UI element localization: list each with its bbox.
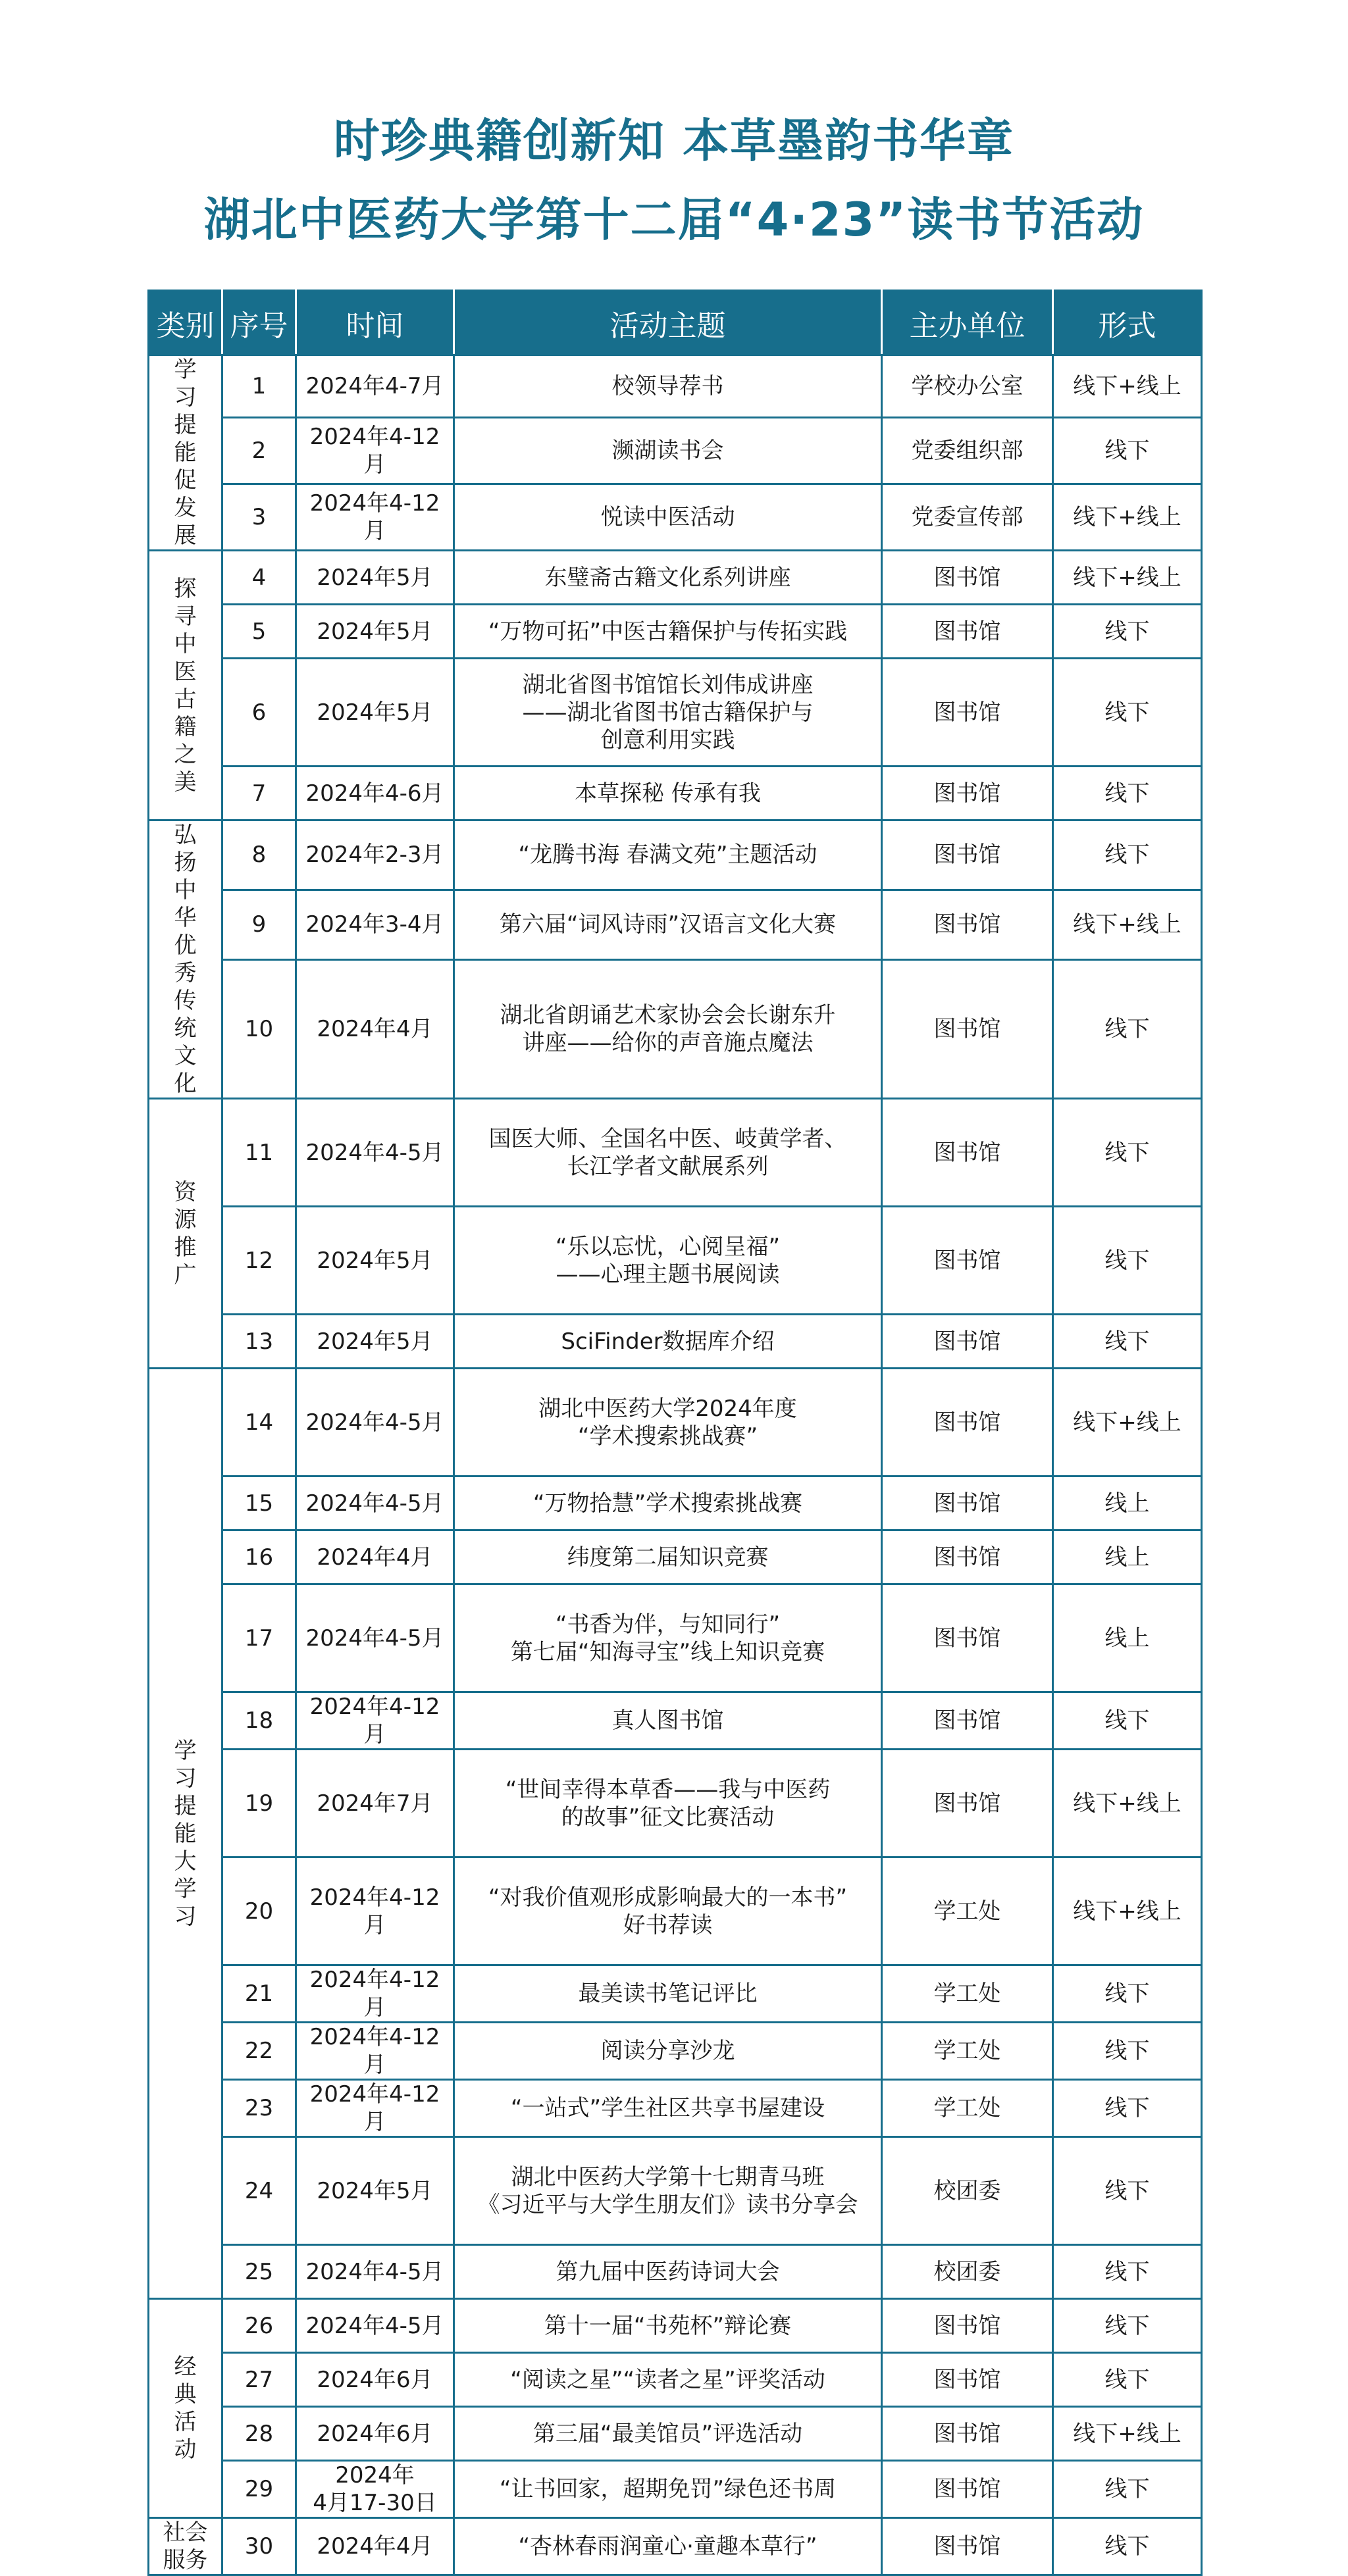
format-cell: 线下: [1053, 2080, 1202, 2137]
topic-cell: SciFinder数据库介绍: [454, 1315, 882, 1369]
index-cell: 10: [222, 959, 296, 1099]
table-row: [149, 2299, 1202, 2353]
index-cell: 15: [222, 1477, 296, 1530]
organizer-cell: 图书馆: [882, 821, 1053, 890]
organizer-cell: 学工处: [882, 2023, 1053, 2080]
topic-cell: “让书回家，超期免罚”绿色还书周: [454, 2461, 882, 2518]
time-cell: 2024年4-12月: [296, 1692, 454, 1750]
index-cell: 9: [222, 890, 296, 959]
topic-cell: 湖北省朗诵艺术家协会会长谢东升 讲座——给你的声音施点魔法: [454, 959, 882, 1099]
topic-cell: 濒湖读书会: [454, 418, 882, 484]
index-cell: 23: [222, 2080, 296, 2137]
organizer-cell: 图书馆: [882, 1099, 1053, 1207]
table-row: [149, 1857, 1202, 1965]
format-cell: 线下+线上: [1053, 890, 1202, 959]
time-cell: 2024年4-5月: [296, 1584, 454, 1692]
category-label: 资源推广: [174, 1178, 197, 1288]
index-cell: 16: [222, 1530, 296, 1584]
index-cell: 13: [222, 1315, 296, 1369]
organizer-cell: 校团委: [882, 2137, 1053, 2245]
organizer-cell: 图书馆: [882, 1477, 1053, 1530]
category-cell: [149, 1099, 222, 1369]
topic-cell: “一站式”学生社区共享书屋建设: [454, 2080, 882, 2137]
time-cell: 2024年5月: [296, 1315, 454, 1369]
category-cell: [149, 1369, 222, 2299]
category-label: 学习提能大学习: [174, 1737, 197, 1930]
table-row: [149, 2353, 1202, 2407]
organizer-cell: 图书馆: [882, 2461, 1053, 2518]
topic-cell: 第十一届“书苑杯”辩论赛: [454, 2299, 882, 2353]
topic-cell: 阅读分享沙龙: [454, 2023, 882, 2080]
header-index: 序号: [222, 291, 296, 355]
time-cell: 2024年4月: [296, 959, 454, 1099]
category-label: 弘扬中华优秀传统文化: [174, 822, 197, 1097]
time-cell: 2024年4-5月: [296, 2299, 454, 2353]
time-cell: 2024年4-12月: [296, 484, 454, 551]
table-row: [149, 355, 1202, 418]
topic-cell: “龙腾书海 春满文苑”主题活动: [454, 821, 882, 890]
index-cell: 2: [222, 418, 296, 484]
format-cell: 线下: [1053, 2137, 1202, 2245]
organizer-cell: 图书馆: [882, 2353, 1053, 2407]
poster-title: [0, 111, 1348, 250]
table-row: [149, 821, 1202, 890]
topic-cell: “乐以忘忧，心阅呈福” ——心理主题书展阅读: [454, 1207, 882, 1315]
format-cell: 线下: [1053, 2299, 1202, 2353]
format-cell: 线下+线上: [1053, 2407, 1202, 2461]
topic-cell: 本草探秘 传承有我: [454, 767, 882, 821]
format-cell: 线下+线上: [1053, 551, 1202, 605]
topic-cell: “世间幸得本草香——我与中医药 的故事”征文比赛活动: [454, 1750, 882, 1857]
time-cell: 2024年5月: [296, 551, 454, 605]
time-cell: 2024年4-12月: [296, 2080, 454, 2137]
format-cell: 线下+线上: [1053, 355, 1202, 418]
category-label: 学习提能促发展: [174, 357, 197, 549]
activity-table: [147, 290, 1203, 2576]
index-cell: 11: [222, 1099, 296, 1207]
topic-cell: 悦读中医活动: [454, 484, 882, 551]
table-row: [149, 1965, 1202, 2023]
format-cell: 线下: [1053, 1692, 1202, 1750]
table-row: [149, 2023, 1202, 2080]
topic-cell: 第三届“最美馆员”评选活动: [454, 2407, 882, 2461]
topic-cell: “对我价值观形成影响最大的一本书” 好书荐读: [454, 1857, 882, 1965]
category-cell: [149, 355, 222, 551]
organizer-cell: 学工处: [882, 2080, 1053, 2137]
topic-cell: 校领导荐书: [454, 355, 882, 418]
index-cell: 20: [222, 1857, 296, 1965]
format-cell: 线下+线上: [1053, 1750, 1202, 1857]
time-cell: 2024年4月: [296, 1530, 454, 1584]
organizer-cell: 学校办公室: [882, 355, 1053, 418]
organizer-cell: 图书馆: [882, 1369, 1053, 1477]
organizer-cell: 图书馆: [882, 959, 1053, 1099]
category-cell: [149, 551, 222, 821]
format-cell: 线下: [1053, 959, 1202, 1099]
table-row: [149, 2461, 1202, 2518]
time-cell: 2024年6月: [296, 2353, 454, 2407]
index-cell: 12: [222, 1207, 296, 1315]
format-cell: 线下: [1053, 2353, 1202, 2407]
time-cell: 2024年7月: [296, 1750, 454, 1857]
index-cell: 24: [222, 2137, 296, 2245]
time-cell: 2024年5月: [296, 659, 454, 767]
index-cell: 6: [222, 659, 296, 767]
table-row: [149, 1207, 1202, 1315]
time-cell: 2024年4-12月: [296, 418, 454, 484]
format-cell: 线下: [1053, 659, 1202, 767]
time-cell: 2024年4-12月: [296, 1857, 454, 1965]
time-cell: 2024年4-12月: [296, 2023, 454, 2080]
time-cell: 2024年4-12月: [296, 1965, 454, 2023]
index-cell: 17: [222, 1584, 296, 1692]
category-label: 探寻中医古籍之美: [174, 575, 197, 796]
index-cell: 21: [222, 1965, 296, 2023]
index-cell: 7: [222, 767, 296, 821]
format-cell: 线下+线上: [1053, 484, 1202, 551]
organizer-cell: 图书馆: [882, 605, 1053, 659]
table-row: [149, 659, 1202, 767]
time-cell: 2024年4-7月: [296, 355, 454, 418]
format-cell: 线下: [1053, 2245, 1202, 2299]
topic-cell: 第六届“词风诗雨”汉语言文化大赛: [454, 890, 882, 959]
category-cell: [149, 2299, 222, 2518]
table-row: [149, 2245, 1202, 2299]
format-cell: 线下: [1053, 1207, 1202, 1315]
header-organizer: 主办单位: [882, 291, 1053, 355]
title-line-1: 时珍典籍创新知 本草墨韵书华章: [333, 114, 1015, 168]
topic-cell: “万物拾慧”学术搜索挑战赛: [454, 1477, 882, 1530]
category-label: 社会服务: [163, 2519, 208, 2573]
format-cell: 线上: [1053, 1530, 1202, 1584]
time-cell: 2024年4月: [296, 2518, 454, 2575]
table-row: [149, 1692, 1202, 1750]
format-cell: 线下+线上: [1053, 1857, 1202, 1965]
format-cell: 线上: [1053, 1477, 1202, 1530]
organizer-cell: 图书馆: [882, 1530, 1053, 1584]
table-header-row: [149, 291, 1202, 355]
index-cell: 28: [222, 2407, 296, 2461]
organizer-cell: 图书馆: [882, 767, 1053, 821]
time-cell: 2024年 4月17-30日: [296, 2461, 454, 2518]
index-cell: 19: [222, 1750, 296, 1857]
table-row: [149, 605, 1202, 659]
organizer-cell: 学工处: [882, 1857, 1053, 1965]
table-row: [149, 1315, 1202, 1369]
time-cell: 2024年4-5月: [296, 1099, 454, 1207]
title-line-2: 湖北中医药大学第十二届“4·23”读书节活动: [203, 193, 1145, 247]
format-cell: 线下: [1053, 2461, 1202, 2518]
topic-cell: 湖北省图书馆馆长刘伟成讲座 ——湖北省图书馆古籍保护与 创意利用实践: [454, 659, 882, 767]
header-format: 形式: [1053, 291, 1202, 355]
time-cell: 2024年5月: [296, 2137, 454, 2245]
table-row: [149, 2080, 1202, 2137]
format-cell: 线下: [1053, 821, 1202, 890]
index-cell: 25: [222, 2245, 296, 2299]
format-cell: 线下+线上: [1053, 1369, 1202, 1477]
header-time: 时间: [296, 291, 454, 355]
topic-cell: 第九届中医药诗词大会: [454, 2245, 882, 2299]
format-cell: 线下: [1053, 1315, 1202, 1369]
index-cell: 14: [222, 1369, 296, 1477]
time-cell: 2024年6月: [296, 2407, 454, 2461]
format-cell: 线下: [1053, 1099, 1202, 1207]
organizer-cell: 图书馆: [882, 1315, 1053, 1369]
time-cell: 2024年4-5月: [296, 1369, 454, 1477]
time-cell: 2024年5月: [296, 1207, 454, 1315]
organizer-cell: 图书馆: [882, 2518, 1053, 2575]
index-cell: 27: [222, 2353, 296, 2407]
table-row: [149, 2407, 1202, 2461]
table-row: [149, 2518, 1202, 2575]
table-row: [149, 1530, 1202, 1584]
topic-cell: “书香为伴，与知同行” 第七届“知海寻宝”线上知识竞赛: [454, 1584, 882, 1692]
format-cell: 线上: [1053, 1584, 1202, 1692]
topic-cell: 真人图书馆: [454, 1692, 882, 1750]
table-row: [149, 1369, 1202, 1477]
topic-cell: 东璧斋古籍文化系列讲座: [454, 551, 882, 605]
index-cell: 22: [222, 2023, 296, 2080]
index-cell: 8: [222, 821, 296, 890]
format-cell: 线下: [1053, 2518, 1202, 2575]
organizer-cell: 图书馆: [882, 890, 1053, 959]
header-topic: 活动主题: [454, 291, 882, 355]
category-cell: [149, 2518, 222, 2575]
format-cell: 线下: [1053, 767, 1202, 821]
index-cell: 30: [222, 2518, 296, 2575]
topic-cell: 湖北中医药大学2024年度 “学术搜索挑战赛”: [454, 1369, 882, 1477]
format-cell: 线下: [1053, 418, 1202, 484]
index-cell: 26: [222, 2299, 296, 2353]
format-cell: 线下: [1053, 1965, 1202, 2023]
table-row: [149, 1750, 1202, 1857]
index-cell: 18: [222, 1692, 296, 1750]
table-row: [149, 484, 1202, 551]
format-cell: 线下: [1053, 2023, 1202, 2080]
table-row: [149, 551, 1202, 605]
time-cell: 2024年2-3月: [296, 821, 454, 890]
time-cell: 2024年4-5月: [296, 2245, 454, 2299]
organizer-cell: 图书馆: [882, 1750, 1053, 1857]
topic-cell: 最美读书笔记评比: [454, 1965, 882, 2023]
time-cell: 2024年4-6月: [296, 767, 454, 821]
topic-cell: “杏林春雨润童心·童趣本草行”: [454, 2518, 882, 2575]
time-cell: 2024年4-5月: [296, 1477, 454, 1530]
organizer-cell: 校团委: [882, 2245, 1053, 2299]
topic-cell: 湖北中医药大学第十七期青马班 《习近平与大学生朋友们》读书分享会: [454, 2137, 882, 2245]
table-row: [149, 2137, 1202, 2245]
organizer-cell: 图书馆: [882, 1692, 1053, 1750]
index-cell: 29: [222, 2461, 296, 2518]
header-category: 类别: [149, 291, 222, 355]
table-row: [149, 959, 1202, 1099]
format-cell: 线下: [1053, 605, 1202, 659]
table-row: [149, 418, 1202, 484]
category-cell: [149, 821, 222, 1099]
table-row: [149, 767, 1202, 821]
organizer-cell: 图书馆: [882, 1584, 1053, 1692]
index-cell: 5: [222, 605, 296, 659]
organizer-cell: 图书馆: [882, 659, 1053, 767]
organizer-cell: 学工处: [882, 1965, 1053, 2023]
topic-cell: 国医大师、全国名中医、岐黄学者、 长江学者文献展系列: [454, 1099, 882, 1207]
time-cell: 2024年3-4月: [296, 890, 454, 959]
index-cell: 4: [222, 551, 296, 605]
organizer-cell: 图书馆: [882, 2407, 1053, 2461]
table-row: [149, 1477, 1202, 1530]
topic-cell: “万物可拓”中医古籍保护与传拓实践: [454, 605, 882, 659]
organizer-cell: 图书馆: [882, 1207, 1053, 1315]
index-cell: 3: [222, 484, 296, 551]
table-row: [149, 890, 1202, 959]
time-cell: 2024年5月: [296, 605, 454, 659]
table-row: [149, 1584, 1202, 1692]
category-label: 经典活动: [174, 2354, 197, 2463]
topic-cell: 纬度第二届知识竞赛: [454, 1530, 882, 1584]
table-row: [149, 1099, 1202, 1207]
organizer-cell: 图书馆: [882, 2299, 1053, 2353]
index-cell: 1: [222, 355, 296, 418]
organizer-cell: 图书馆: [882, 551, 1053, 605]
topic-cell: “阅读之星”“读者之星”评奖活动: [454, 2353, 882, 2407]
organizer-cell: 党委宣传部: [882, 484, 1053, 551]
organizer-cell: 党委组织部: [882, 418, 1053, 484]
